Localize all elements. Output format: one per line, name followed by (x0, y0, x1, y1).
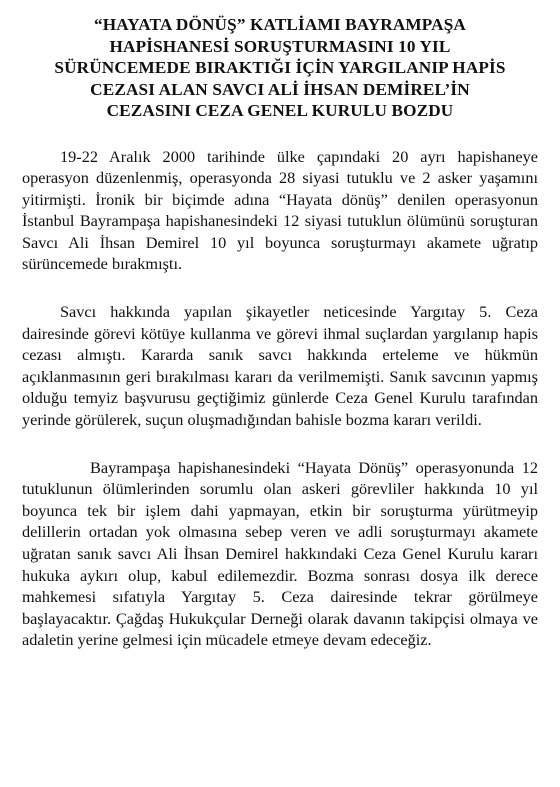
title-line: CEZASINI CEZA GENEL KURULU BOZDU (106, 101, 454, 120)
title-line: HAPİSHANESİ SORUŞTURMASINI 10 YIL (109, 36, 451, 56)
title-line: SÜRÜNCEMEDE BIRAKTIĞI İÇİN YARGILANIP HAPİS (54, 58, 506, 77)
body-paragraph: Savcı hakkında yapılan şikayetler neticesinde Yargıtay 5. Ceza dairesinde görevi kötüye kullanma ve görevi ihmal suçlardan yargılanıp hapis cezası almıştı. Kararda sanık savcı hakkında erteleme ve hükmün açıklanmasının geri bırakılması kararı da verilmemişti. Sanık savcının yapmış olduğu temyiz başvurusu geçtiğimiz günlerde Ceza Genel Kurulu tarafından yerinde görülerek, suçun oluşmadığından bahisle bozma kararı verildi. (22, 302, 538, 430)
body-paragraph: Bayrampaşa hapishanesindeki “Hayata Dönüş” operasyonunda 12 tutuklunun ölümlerinden sorumlu olan askeri görevliler hakkında 10 yıl boyunca tek bir işlem dahi yapmayan, etkin bir soruşturma yürütmeyip delillerin ortadan yok olmasına sebep veren ve adli soruşturmayı akamete uğratan sanık savcı Ali İhsan Demirel hakkındaki Ceza Genel Kurulu kararı hukuka aykırı olup, kabul edilemezdir. Bozma sonrası dosya ilk derece mahkemesi sıfatıyla Yargıtay 5. Ceza dairesinde tekrar görülmeye başlayacaktır. Çağdaş Hukukçular Derneği olarak davanın takipçisi olmaya ve adaletin yerine gelmesi için mücadele etmeye devam edeceğiz. (22, 457, 538, 650)
title-line: “HAYATA DÖNÜŞ” KATLİAMI BAYRAMPAŞA (94, 15, 466, 34)
document-title (22, 14, 538, 122)
body-paragraph: 19-22 Aralık 2000 tarihinde ülke çapındaki 20 ayrı hapishaneye operasyon düzenlenmiş, operasyonda 28 siyasi tutuklu ve 2 asker yaşamını yitirmişti. İronik bir biçimde adına “Hayata dönüş” denilen operasyonun İstanbul Bayrampaşa hapishanesindeki 12 siyasi tutuklun ölümünü soruşturan Savcı Ali İhsan Demirel 10 yıl boyunca soruşturmayı akamete uğratıp sürüncemede bırakmıştı. (22, 146, 538, 274)
title-line: CEZASI ALAN SAVCI ALİ İHSAN DEMİREL’İN (90, 79, 470, 99)
